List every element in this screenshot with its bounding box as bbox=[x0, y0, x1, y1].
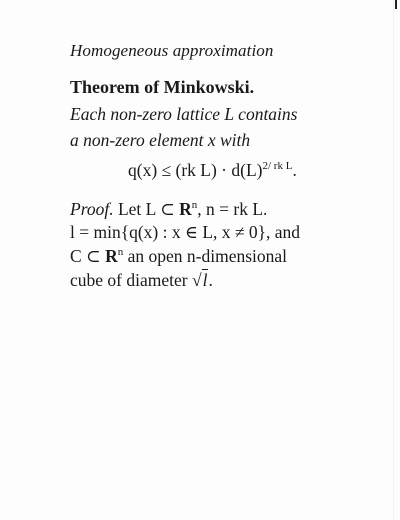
proof-line-2: l = min{q(x) : x ∈ L, x ≠ 0}, and bbox=[70, 222, 301, 242]
proof-line-1-sup: n bbox=[191, 199, 198, 211]
proof-line-3-text-b: an open n-dimensional bbox=[123, 246, 288, 266]
sqrt-expression bbox=[192, 270, 208, 291]
proof-line-1-text-a: Let L ⊂ bbox=[113, 199, 180, 219]
proof-line-4 bbox=[70, 270, 213, 291]
radical-sign: √ bbox=[191, 270, 202, 290]
formula-lhs: q(x) ≤ (rk L) · d(L) bbox=[128, 160, 263, 180]
theorem-statement-line-1: Each non-zero lattice L contains bbox=[70, 104, 298, 124]
scan-edge-line bbox=[393, 0, 394, 520]
theorem-title: Theorem of Minkowski. bbox=[70, 77, 255, 97]
proof-line-3-text-a: C ⊂ bbox=[70, 246, 106, 266]
theorem-formula bbox=[128, 160, 297, 181]
proof-line-3-sup: n bbox=[117, 246, 124, 258]
proof-line-3 bbox=[70, 246, 287, 267]
proof-line-1-reals: R bbox=[179, 199, 192, 219]
proof-line-1-text-b: , n = rk L. bbox=[197, 199, 268, 219]
proof-line-3-reals: R bbox=[105, 246, 118, 266]
radicand: l bbox=[202, 270, 208, 290]
scan-edge-mark bbox=[395, 0, 397, 9]
proof-line-1 bbox=[70, 199, 267, 220]
formula-end: . bbox=[292, 160, 297, 180]
proof-line-4-end: . bbox=[208, 270, 213, 290]
proof-label: Proof. bbox=[70, 199, 114, 219]
formula-exponent: 2/ rk L bbox=[262, 160, 293, 172]
proof-line-4-text: cube of diameter bbox=[70, 270, 192, 290]
section-header: Homogeneous approximation bbox=[70, 41, 274, 60]
theorem-statement-line-2: a non-zero element x with bbox=[70, 130, 251, 150]
